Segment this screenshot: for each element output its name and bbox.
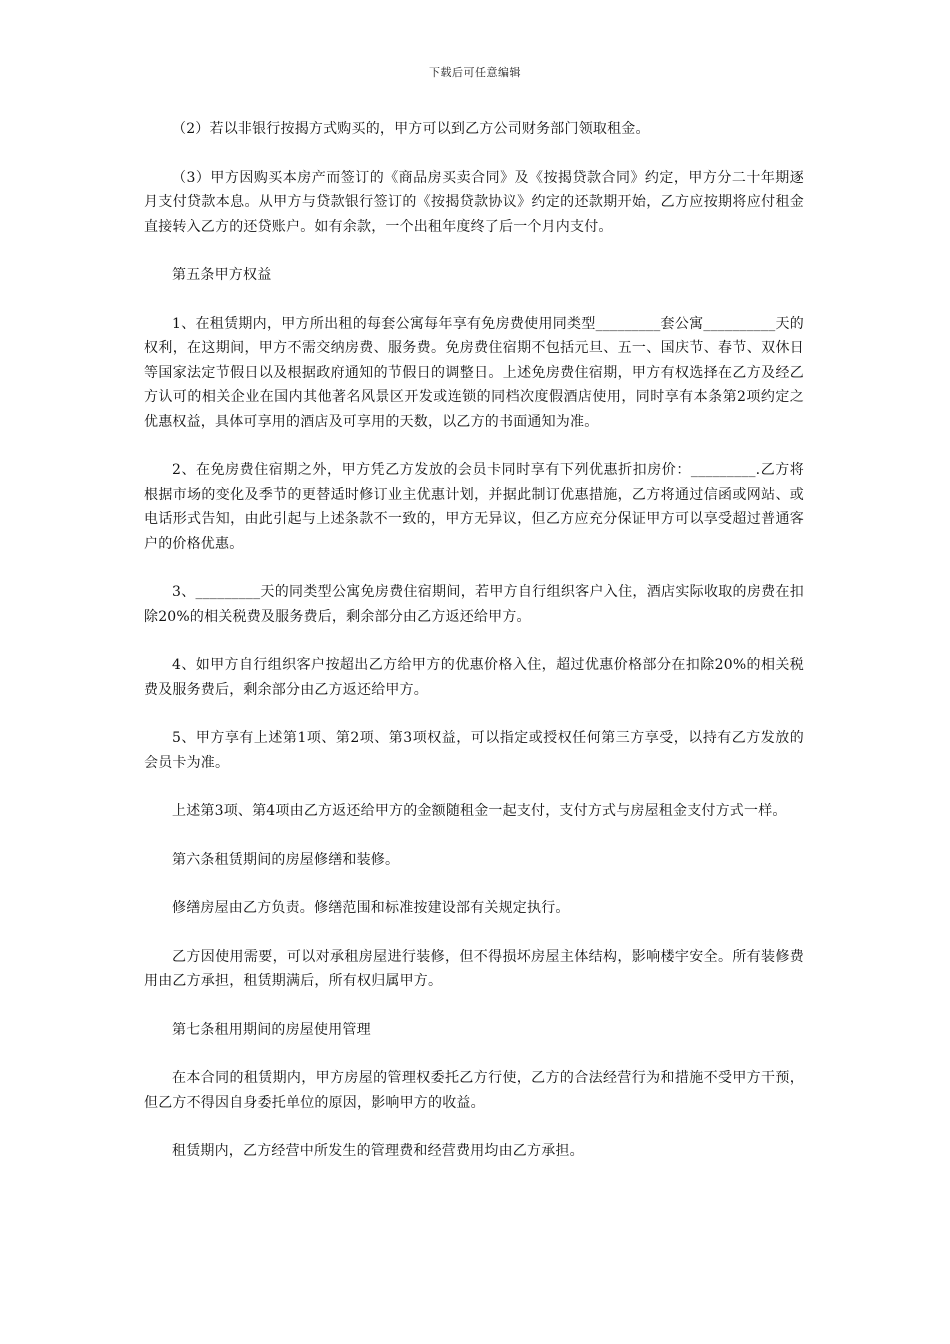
paragraph-article-5-item-3: 3、_________天的同类型公寓免房费住宿期间，若甲方自行组织客户入住，酒店实际收取的房费在扣除20%的相关税费及服务费后，剩余部分由乙方返还给甲方。 bbox=[144, 584, 804, 625]
paragraph-article-7-management: 在本合同的租赁期内，甲方房屋的管理权委托乙方行使，乙方的合法经营行为和措施不受甲方干预，但乙方不得因自身委托单位的原因，影响甲方的收益。 bbox=[144, 1070, 804, 1111]
document-body bbox=[144, 117, 804, 1188]
paragraph-payment-mortgage: （3）甲方因购买本房产而签订的《商品房买卖合同》及《按揭贷款合同》约定，甲方分二十年期逐月支付贷款本息。从甲方与贷款银行签订的《按揭贷款协议》约定的还款期开始，乙方应按期将应付租金直接转入乙方的还贷账户。如有余款，一个出租年度终了后一个月内支付。 bbox=[144, 169, 804, 235]
paragraph-article-5-item-2: 2、在免房费住宿期之外，甲方凭乙方发放的会员卡同时享有下列优惠折扣房价：_________.乙方将根据市场的变化及季节的更替适时修订业主优惠计划，并据此制订优惠措施，乙方将通过信函或网站、或电话形式告知，由此引起与上述条款不一致的，甲方无异议，但乙方应充分保证甲方可以享受超过普通客户的价格优惠。 bbox=[144, 462, 804, 552]
paragraph-article-5-item-1: 1、在租赁期内，甲方所出租的每套公寓每年享有免房费使用同类型_________套公寓__________天的权利，在这期间，甲方不需交纳房费、服务费。免房费住宿期不包括元旦、五一、国庆节、春节、双休日等国家法定节假日以及根据政府通知的节假日的调整日。上述免房费住宿期，甲方有权选择在乙方及经乙方认可的相关企业在国内其他著名风景区开发或连锁的同档次度假酒店使用，同时享有本条第2项约定之优惠权益，具体可享用的酒店及可享用的天数，以乙方的书面通知为准。 bbox=[144, 315, 804, 430]
page-header: 下载后可任意编辑 bbox=[429, 66, 521, 79]
section-heading-article-7: 第七条租用期间的房屋使用管理 bbox=[172, 1021, 371, 1038]
paragraph-article-5-item-5: 5、甲方享有上述第1项、第2项、第3项权益，可以指定或授权任何第三方享受，以持有乙方发放的会员卡为准。 bbox=[144, 730, 804, 771]
paragraph-article-6-renovation: 乙方因使用需要，可以对承租房屋进行装修，但不得损坏房屋主体结构，影响楼宇安全。所有装修费用由乙方承担，租赁期满后，所有权归属甲方。 bbox=[144, 948, 804, 989]
paragraph-article-6-repair: 修缮房屋由乙方负责。修缮范围和标准按建设部有关规定执行。 bbox=[172, 900, 570, 916]
paragraph-article-5-summary: 上述第3项、第4项由乙方返还给甲方的金额随租金一起支付，支付方式与房屋租金支付方式一样。 bbox=[172, 803, 787, 819]
paragraph-article-5-item-4: 4、如甲方自行组织客户按超出乙方给甲方的优惠价格入住，超过优惠价格部分在扣除20%的相关税费及服务费后，剩余部分由乙方返还给甲方。 bbox=[144, 657, 804, 698]
section-heading-article-5: 第五条甲方权益 bbox=[172, 267, 272, 283]
paragraph-payment-non-bank: （2）若以非银行按揭方式购买的，甲方可以到乙方公司财务部门领取租金。 bbox=[172, 121, 650, 137]
section-heading-article-6: 第六条租赁期间的房屋修缮和装修。 bbox=[172, 851, 400, 868]
paragraph-article-7-costs: 租赁期内，乙方经营中所发生的管理费和经营费用均由乙方承担。 bbox=[172, 1143, 584, 1159]
